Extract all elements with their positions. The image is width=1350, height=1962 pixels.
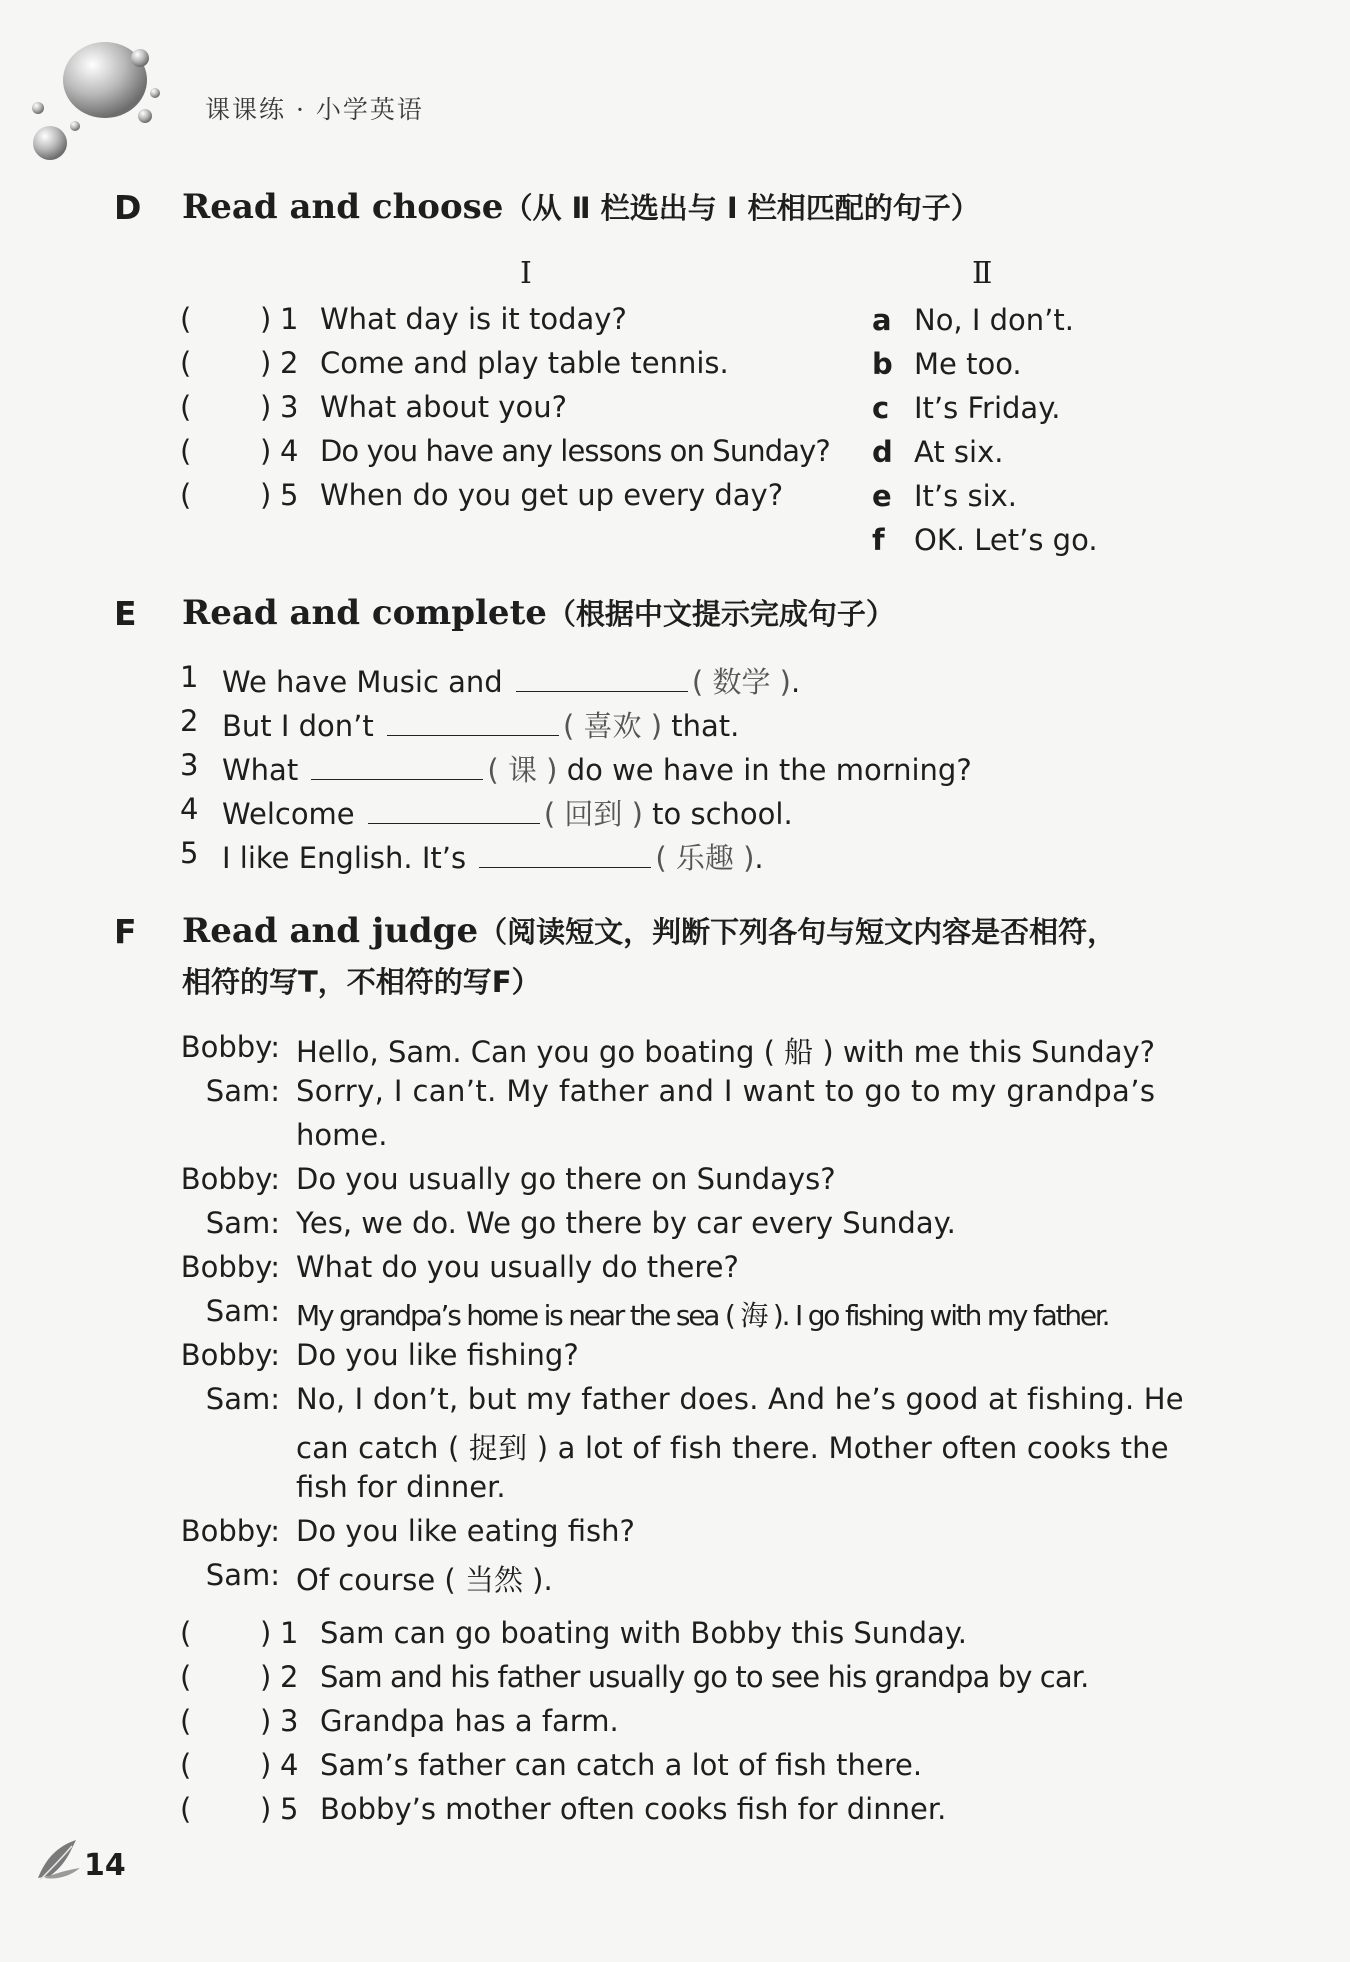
section-d-letter: D bbox=[114, 188, 142, 227]
fill-blank[interactable] bbox=[368, 797, 540, 824]
section-d-title bbox=[182, 186, 980, 227]
section-f-letter: F bbox=[114, 912, 137, 951]
answer-blank[interactable]: ( bbox=[180, 346, 192, 380]
section-f-instruction-line2: 相符的写T，不相符的写F） bbox=[182, 965, 541, 999]
answer-blank[interactable]: ( bbox=[180, 1792, 192, 1826]
workbook-page: 课课练 · 小学英语 D Read and choose（从 Ⅱ 栏选出与 Ⅰ 栏相匹配的句子） Ⅰ Ⅱ ( ) 1 What day is it today? ( ) 2 Come and play table tennis. ( ) 3 What about you? ( ) 4 Do you have any lessons on Sunday? ( ) 5 When do you get up every day? a No, I don’t. b Me too. c It’s Friday. d At six. e It’s six. f OK. Let’s go. E Read and complete（根据中文提示完成句子） 1 We have Music and ( 数学 ). 2 But I don’t ( 喜欢 ) that. 3 What ( 课 ) do we have in the morning? 4 Welcome ( 回到 ) to school. 5 I like English. It’s ( 乐趣 ). F Read and judge（阅读短文，判断下列各句与短文内容是否相符， 相符的写T，不相符的写F） Bobby: Hello, Sam. Can you go boating ( 船 ) with me this Sunday? Sam: Sorry, I can’t. My father and I want to go to my grandpa’s home. Bobby: Do you usually go there on Sundays? Sam: Yes, we do. We go there by car every Sunday. Bobby: What do you usually do there? Sam: My grandpa’s home is near the sea ( 海 ). I go fishing with my father. Bobby: Do you like fishing? Sam: No, I don’t, but my father does. And he’s good at fishing. He can catch ( 捉到 ) a lot of fish there. Mother often cooks the fish for dinner. Bobby: Do you like eating fish? Sam: Of course ( 当然 ). ( ) 1 Sam can go boating with Bobby this Sunday. ( ) 2 Sam and his father usually go to see his grandpa by car. ( ) 3 Grandpa has a farm. ( ) 4 Sam’s father can catch a lot of fish there. ( ) 5 Bobby’s mother often cooks fish for dinner. 14 bbox=[0, 0, 1350, 1962]
leaf-decoration-icon bbox=[36, 1838, 82, 1882]
answer-blank[interactable]: ( bbox=[180, 302, 192, 336]
fill-blank[interactable] bbox=[479, 841, 651, 868]
section-f-title bbox=[182, 910, 1116, 951]
bubbles-decoration-icon bbox=[20, 38, 170, 168]
section-e-title-en: Read and complete bbox=[182, 593, 547, 633]
section-f-title-en: Read and judge bbox=[182, 911, 479, 951]
fill-blank[interactable] bbox=[387, 709, 559, 736]
section-e-letter: E bbox=[114, 594, 137, 633]
section-e-title bbox=[182, 592, 895, 633]
answer-blank[interactable]: ( bbox=[180, 478, 192, 512]
answer-blank[interactable]: ( bbox=[180, 1616, 192, 1650]
answer-blank[interactable]: ( bbox=[180, 1748, 192, 1782]
column-i-heading: Ⅰ bbox=[520, 256, 532, 291]
section-f-instruction: （阅读短文，判断下列各句与短文内容是否相符， bbox=[478, 915, 1117, 949]
section-e-instruction: （根据中文提示完成句子） bbox=[546, 597, 895, 631]
answer-blank[interactable]: ( bbox=[180, 1660, 192, 1694]
fill-blank[interactable] bbox=[311, 753, 483, 780]
answer-blank[interactable]: ( bbox=[180, 1704, 192, 1738]
book-title: 课课练 · 小学英语 bbox=[205, 95, 424, 124]
section-d-instruction: （从 Ⅱ 栏选出与 Ⅰ 栏相匹配的句子） bbox=[503, 191, 980, 225]
column-ii-heading: Ⅱ bbox=[972, 256, 993, 291]
answer-blank[interactable]: ( bbox=[180, 390, 192, 424]
page-number: 14 bbox=[84, 1848, 126, 1883]
section-d-title-en: Read and choose bbox=[182, 187, 504, 227]
answer-blank[interactable]: ( bbox=[180, 434, 192, 468]
fill-blank[interactable] bbox=[516, 665, 688, 692]
